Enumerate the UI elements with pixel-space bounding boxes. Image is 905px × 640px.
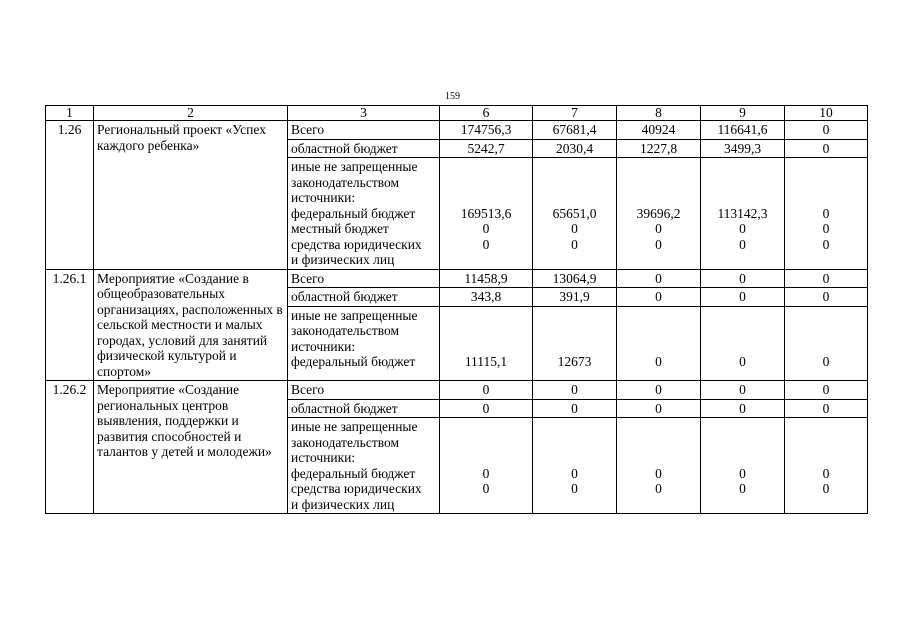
amount-cell — [617, 381, 701, 400]
amount-value: 0 — [655, 289, 662, 304]
amount-value: 0 — [822, 236, 830, 252]
amount-cell — [533, 381, 617, 400]
amount-cell — [701, 139, 785, 158]
amount-value — [443, 308, 529, 324]
amount-value: 0 — [482, 481, 490, 496]
table-row — [46, 269, 868, 288]
amount-value — [704, 497, 781, 513]
column-header: 8 — [617, 106, 701, 121]
funding-source — [288, 418, 440, 514]
amount-value — [788, 323, 864, 339]
amount-value: 0 — [655, 400, 662, 416]
amount-cell — [785, 306, 868, 381]
amount-value — [620, 450, 697, 466]
funding-source-line: Всего — [291, 382, 325, 397]
amount-cell — [440, 306, 533, 381]
amount-value: 0 — [822, 289, 830, 304]
amount-value: 0 — [655, 465, 662, 481]
column-number-row — [46, 106, 868, 121]
funding-source-line: федеральный бюджет — [291, 205, 416, 221]
amount-cell — [617, 288, 701, 307]
funding-source-line: иные не запрещенные — [291, 159, 418, 174]
funding-source-line: федеральный бюджет — [291, 465, 416, 481]
amount-value — [620, 339, 697, 355]
amount-value — [704, 339, 781, 355]
amount-value: 0 — [739, 382, 746, 397]
amount-value: 0 — [822, 205, 830, 221]
amount-value — [704, 435, 781, 451]
amount-value: 0 — [822, 354, 830, 369]
funding-source-line: областной бюджет — [291, 400, 398, 416]
amount-cell — [533, 121, 617, 140]
amount-value — [788, 450, 864, 466]
budget-table — [45, 105, 868, 514]
amount-value: 0 — [482, 382, 490, 397]
amount-value — [788, 419, 864, 435]
amount-value: 0 — [822, 140, 830, 156]
amount-value — [704, 419, 781, 435]
amount-cell — [701, 158, 785, 270]
page-number: 159 — [445, 91, 460, 102]
amount-cell — [785, 158, 868, 270]
amount-cell — [617, 121, 701, 140]
amount-cell — [701, 121, 785, 140]
item-name: Мероприятие «Создание в общеобразовательных организациях, расположенных в сельской местности и малых городах, условий для занятий физической культурой и спортом» — [94, 269, 288, 381]
amount-value: 0 — [571, 221, 578, 236]
funding-source-line: иные не запрещенные — [291, 419, 418, 434]
amount-value — [704, 159, 781, 175]
amount-value — [788, 435, 864, 451]
amount-value: 0 — [655, 481, 662, 496]
amount-value: 0 — [822, 221, 830, 236]
amount-value — [536, 308, 613, 324]
amount-value — [443, 339, 529, 355]
amount-value — [620, 435, 697, 451]
amount-value — [704, 175, 781, 191]
amount-value: 13064,9 — [552, 270, 597, 286]
amount-value — [443, 323, 529, 339]
amount-value: 12673 — [557, 354, 592, 369]
column-header: 1 — [46, 106, 94, 121]
amount-value — [620, 190, 697, 206]
amount-cell — [785, 269, 868, 288]
amount-value — [536, 190, 613, 206]
amount-cell — [440, 288, 533, 307]
funding-source-line: областной бюджет — [291, 289, 398, 304]
amount-value: 0 — [822, 382, 830, 397]
amount-value — [536, 175, 613, 191]
funding-source-line: средства юридических — [291, 236, 422, 252]
amount-value — [788, 159, 864, 175]
funding-source — [288, 121, 440, 140]
amount-cell — [617, 418, 701, 514]
amount-value — [536, 450, 613, 466]
amount-value: 0 — [739, 400, 746, 416]
funding-source-line: иные не запрещенные — [291, 307, 418, 323]
amount-cell — [533, 139, 617, 158]
amount-value: 0 — [822, 270, 830, 286]
amount-value: 1227,8 — [639, 140, 678, 156]
amount-cell — [701, 306, 785, 381]
amount-value: 0 — [822, 465, 830, 481]
amount-value: 0 — [739, 354, 746, 369]
amount-value: 391,9 — [559, 289, 590, 304]
funding-source-line: и физических лиц — [291, 252, 395, 267]
funding-source-line: источники: — [291, 450, 356, 465]
amount-value: 0 — [482, 221, 490, 236]
amount-value — [704, 450, 781, 466]
amount-cell — [785, 381, 868, 400]
amount-cell — [440, 121, 533, 140]
amount-cell — [533, 418, 617, 514]
amount-value: 0 — [571, 236, 578, 252]
funding-source-line: федеральный бюджет — [291, 354, 416, 369]
amount-value — [536, 419, 613, 435]
amount-value — [443, 450, 529, 466]
amount-value: 5242,7 — [467, 140, 505, 156]
funding-source — [288, 139, 440, 158]
amount-value: 0 — [739, 221, 746, 236]
amount-value: 0 — [571, 465, 578, 481]
amount-value: 0 — [655, 236, 662, 252]
amount-cell — [785, 418, 868, 514]
amount-value: 0 — [571, 382, 578, 397]
amount-value — [704, 190, 781, 206]
amount-value — [443, 435, 529, 451]
amount-value: 0 — [822, 122, 830, 137]
amount-value — [536, 497, 613, 513]
amount-value: 174756,3 — [460, 122, 512, 137]
amount-cell — [617, 139, 701, 158]
amount-value: 0 — [655, 354, 662, 369]
amount-value: 39696,2 — [636, 205, 681, 221]
funding-source — [288, 381, 440, 400]
column-header: 6 — [440, 106, 533, 121]
amount-value — [788, 497, 864, 513]
amount-cell — [533, 269, 617, 288]
amount-value: 67681,4 — [552, 122, 597, 137]
funding-source-line: и физических лиц — [291, 496, 395, 512]
amount-value: 65651,0 — [552, 205, 597, 221]
funding-source — [288, 288, 440, 307]
amount-cell — [617, 399, 701, 418]
amount-value: 0 — [739, 270, 746, 286]
amount-cell — [533, 306, 617, 381]
funding-source — [288, 399, 440, 418]
column-header: 2 — [94, 106, 288, 121]
item-name: Региональный проект «Успех каждого ребенка» — [94, 121, 288, 270]
amount-value: 0 — [655, 270, 662, 286]
amount-value — [788, 308, 864, 324]
amount-cell — [617, 158, 701, 270]
amount-cell — [701, 381, 785, 400]
funding-source-line: источники: — [291, 338, 356, 354]
funding-source-line: средства юридических — [291, 481, 422, 496]
table-row — [46, 381, 868, 400]
amount-value — [620, 308, 697, 324]
amount-cell — [533, 399, 617, 418]
amount-cell — [440, 269, 533, 288]
item-name: Мероприятие «Создание региональных центров выявления, поддержки и развития способностей и талантов у детей и молодежи» — [94, 381, 288, 514]
amount-value: 3499,3 — [723, 140, 762, 156]
amount-cell — [701, 399, 785, 418]
funding-source-line: областной бюджет — [291, 140, 398, 156]
amount-value — [620, 497, 697, 513]
column-header: 9 — [701, 106, 785, 121]
amount-value — [443, 190, 529, 206]
amount-value: 0 — [482, 465, 490, 481]
amount-cell — [440, 158, 533, 270]
funding-source-line: законодательством — [291, 323, 400, 338]
amount-value — [704, 308, 781, 324]
amount-value — [620, 175, 697, 191]
amount-value: 0 — [739, 481, 746, 496]
amount-cell — [440, 399, 533, 418]
amount-value: 2030,4 — [555, 140, 594, 156]
amount-value: 11115,1 — [464, 354, 508, 369]
amount-value: 0 — [822, 481, 830, 496]
amount-value: 113142,3 — [717, 205, 768, 221]
amount-cell — [440, 418, 533, 514]
amount-cell — [785, 399, 868, 418]
amount-value — [620, 419, 697, 435]
amount-cell — [440, 381, 533, 400]
item-code: 1.26.1 — [46, 269, 94, 381]
amount-cell — [785, 288, 868, 307]
amount-value: 116641,6 — [717, 122, 768, 137]
amount-value — [443, 159, 529, 175]
amount-value: 0 — [571, 481, 578, 496]
amount-value: 0 — [822, 400, 830, 416]
amount-value: 0 — [655, 382, 662, 397]
item-code: 1.26.2 — [46, 381, 94, 514]
amount-value — [704, 323, 781, 339]
amount-value: 169513,6 — [460, 205, 512, 221]
amount-value: 0 — [739, 236, 746, 252]
funding-source — [288, 306, 440, 381]
funding-source-line: местный бюджет — [291, 221, 389, 236]
amount-value — [443, 175, 529, 191]
column-header: 7 — [533, 106, 617, 121]
amount-value — [536, 159, 613, 175]
amount-value — [620, 159, 697, 175]
amount-cell — [701, 269, 785, 288]
funding-source-line: Всего — [291, 122, 325, 137]
amount-cell — [533, 158, 617, 270]
funding-source-line: законодательством — [291, 174, 400, 190]
funding-source-line: Всего — [291, 270, 325, 286]
column-header: 3 — [288, 106, 440, 121]
amount-value: 343,8 — [470, 289, 502, 304]
funding-source-line: законодательством — [291, 434, 400, 450]
amount-value — [536, 339, 613, 355]
item-code: 1.26 — [46, 121, 94, 270]
amount-value — [536, 435, 613, 451]
amount-value: 0 — [571, 400, 578, 416]
amount-value: 0 — [739, 289, 746, 304]
amount-cell — [440, 139, 533, 158]
amount-value: 0 — [482, 236, 490, 252]
amount-value — [788, 175, 864, 191]
amount-value: 11458,9 — [464, 270, 508, 286]
amount-cell — [785, 139, 868, 158]
table-row — [46, 121, 868, 140]
amount-value: 0 — [655, 221, 662, 236]
funding-source — [288, 158, 440, 270]
amount-value — [443, 497, 529, 513]
amount-value: 0 — [482, 400, 490, 416]
amount-cell — [785, 121, 868, 140]
amount-value — [536, 323, 613, 339]
amount-value — [443, 419, 529, 435]
amount-value: 0 — [739, 465, 746, 481]
amount-cell — [701, 288, 785, 307]
amount-value — [788, 190, 864, 206]
funding-source — [288, 269, 440, 288]
amount-value: 40924 — [641, 122, 676, 137]
funding-source-line: источники: — [291, 190, 356, 205]
column-header: 10 — [785, 106, 868, 121]
amount-cell — [617, 306, 701, 381]
amount-cell — [701, 418, 785, 514]
amount-value — [788, 339, 864, 355]
amount-cell — [617, 269, 701, 288]
amount-value — [620, 323, 697, 339]
amount-cell — [533, 288, 617, 307]
